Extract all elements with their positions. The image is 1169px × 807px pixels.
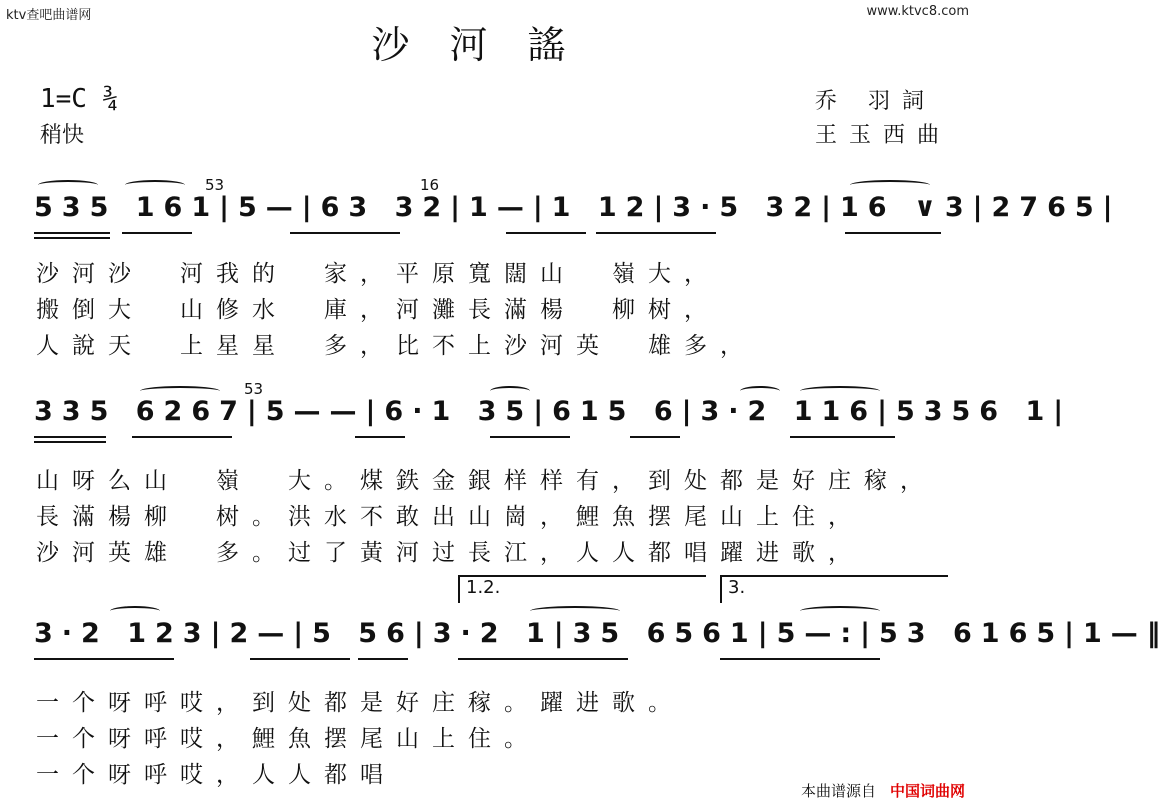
grace-note: 53 [244,380,264,398]
lyric-verse-2: 一个呀呼哎，鯉魚摆尾山上住。 [36,726,540,752]
source-site: 中国词曲网 [889,782,965,800]
grace-note: 16 [420,176,440,194]
grace-note: 53 [205,176,225,194]
notation-line: 335 6267|5——|6·1 35|615 6|3·2 116|5356 1| [34,396,1073,427]
lyric-verse-2: 長滿楊柳 树。洪水不敢出山崗，鯉魚摆尾山上住， [36,504,864,530]
lyric-verse-1: 一个呀呼哎，到处都是好庄稼。躍进歌。 [36,690,684,716]
watermark-right: www.ktvc8.com [866,4,969,19]
watermark-left: ktv查吧曲谱网 [6,8,92,23]
tempo-marking: 稍快 [40,123,85,148]
volta-first-ending: 1.2. [458,575,706,603]
key-signature: 1=C ¾ [40,84,119,114]
lyric-verse-2: 搬倒大 山修水 庫，河灘長滿楊 柳树， [36,297,720,323]
lyric-verse-3: 沙河英雄 多。过了黃河过長江，人人都唱躍进歌， [36,540,864,566]
volta-third-ending: 3. [720,575,948,603]
composer-credit: 王玉西曲 [815,123,952,148]
song-title: 沙河謠 [371,23,606,67]
lyric-verse-1: 山呀么山 嶺 大。煤鉄金銀样样有，到处都是好庄稼， [36,468,936,494]
lyric-verse-1: 沙河沙 河我的 家，平原寬闊山 嶺大， [36,261,720,287]
lyric-verse-3: 一个呀呼哎，人人都唱 [36,762,396,788]
lyricist-credit: 乔 羽詞 [815,89,936,114]
source-credit [801,780,965,801]
notation-line: 535 161|5—|63 32|1—|1 12|3·5 32|16 ∨3|2765| [34,192,1122,223]
source-label: 本曲谱源自 [800,782,876,800]
lyric-verse-3: 人說天 上星星 多，比不上沙河英 雄多， [36,333,756,359]
notation-line: 3·2 123|2—|5 56|3·2 1|35 6561|5—:|53 6165|1—‖ [34,618,1169,649]
